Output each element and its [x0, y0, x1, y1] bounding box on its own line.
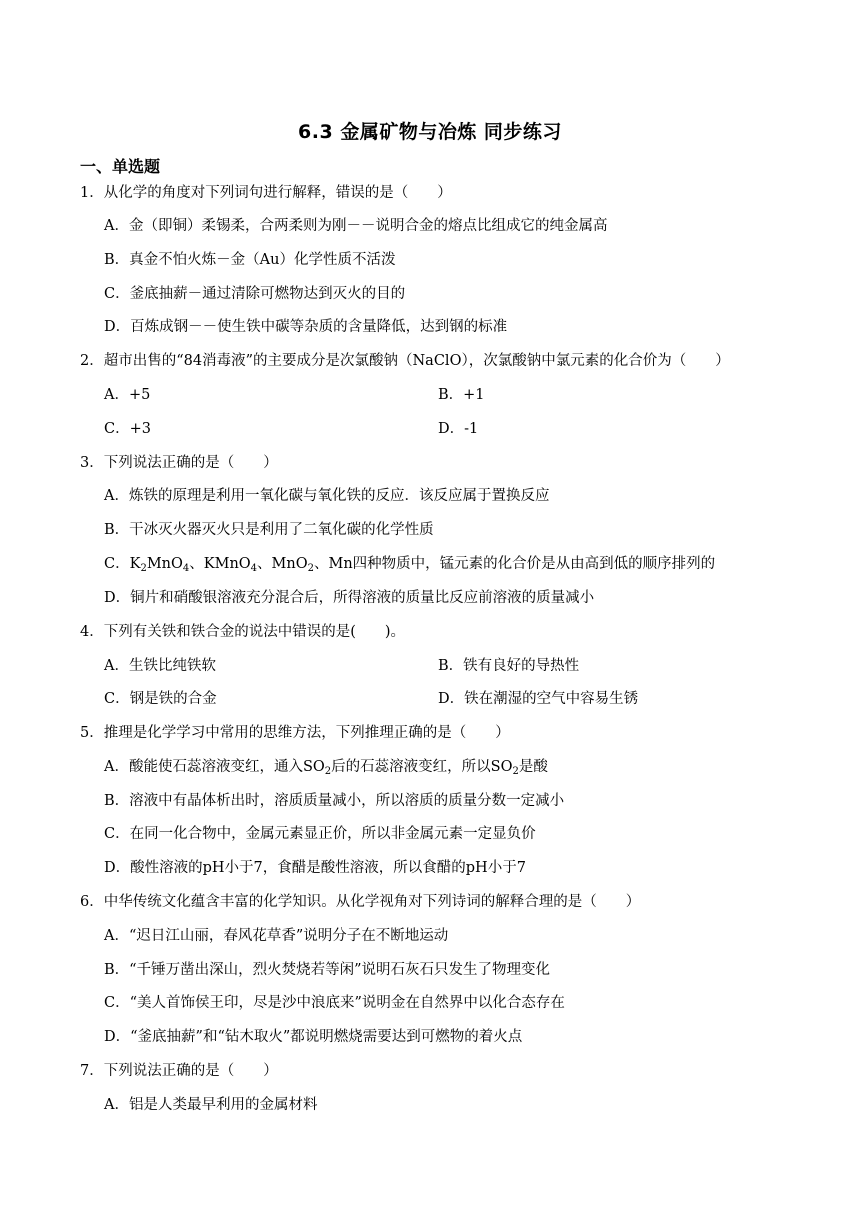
question-5-option-c: C．在同一化合物中，金属元素显正价，所以非金属元素一定显负价 [104, 826, 536, 842]
q5a-mid: 后的石蕊溶液变红，所以SO [331, 759, 513, 775]
question-6-option-b: B．“千锤万凿出深山，烈火焚烧若等闲”说明石灰石只发生了物理变化 [104, 962, 550, 978]
question-2-option-b: B．+1 [438, 387, 485, 403]
question-4-option-a: A．生铁比纯铁软 [104, 658, 216, 674]
question-5-option-a [104, 757, 548, 777]
question-5-option-d: D．酸性溶液的pH小于7，食醋是酸性溶液，所以食醋的pH小于7 [104, 860, 526, 876]
question-5-option-b: B．溶液中有晶体析出时，溶质质量减小，所以溶质的质量分数一定减小 [104, 793, 565, 809]
q3c-post: 、Mn四种物质中，锰元素的化合价是从由高到低的顺序排列的 [314, 556, 716, 572]
question-1-option-c: C．釜底抽薪－通过清除可燃物达到灭火的目的 [104, 286, 406, 302]
question-1-option-a: A．金（即铜）柔锡柔，合两柔则为刚－－说明合金的熔点比组成它的纯金属高 [104, 218, 608, 234]
q5a-sub-1: 2 [324, 766, 332, 777]
question-1-option-b: B．真金不怕火炼－金（Au）化学性质不活泼 [104, 252, 396, 268]
question-2-option-a: A．+5 [104, 387, 151, 403]
question-1-stem: 1．从化学的角度对下列词句进行解释，错误的是（ ） [80, 185, 452, 201]
question-1-option-d: D．百炼成钢－－使生铁中碳等杂质的含量降低，达到钢的标准 [104, 319, 508, 335]
q5a-post: 是酸 [518, 759, 548, 775]
question-6-option-c: C．“美人首饰侯王印，尽是沙中浪底来”说明金在自然界中以化合态存在 [104, 995, 565, 1011]
q5a-sub-2: 2 [512, 766, 519, 777]
q3c-sub-4: 2 [307, 563, 314, 574]
question-3-option-b: B．干冰灭火器灭火只是利用了二氧化碳的化学性质 [104, 522, 434, 538]
question-4-option-b: B．铁有良好的导热性 [438, 658, 580, 674]
question-2-option-c: C．+3 [104, 421, 151, 437]
question-4-stem: 4．下列有关铁和铁合金的说法中错误的是( )。 [80, 624, 406, 640]
question-7-option-a: A．铝是人类最早利用的金属材料 [104, 1097, 318, 1113]
question-3-option-a: A．炼铁的原理是利用一氧化碳与氧化铁的反应．该反应属于置换反应 [104, 488, 550, 504]
q3c-sub-3: 4 [250, 563, 258, 574]
q3c-pre: C．K [104, 556, 141, 572]
question-6-option-a: A．“迟日江山丽，春风花草香”说明分子在不断地运动 [104, 928, 449, 944]
question-3-option-d: D．铜片和硝酸银溶液充分混合后，所得溶液的质量比反应前溶液的质量减小 [104, 590, 595, 606]
q3c-mid-3: 、MnO [257, 556, 308, 572]
document-title: 6.3 金属矿物与冶炼 同步练习 [298, 121, 562, 143]
q3c-mid-2: 、KMnO [189, 556, 251, 572]
question-4-option-c: C．钢是铁的合金 [104, 691, 217, 707]
question-5-stem: 5．推理是化学学习中常用的思维方法，下列推理正确的是（ ） [80, 725, 510, 741]
q3c-sub-1: 2 [140, 563, 147, 574]
question-2-stem: 2．超市出售的“84消毒液”的主要成分是次氯酸钠（NaClO），次氯酸钠中氯元素的化合价为（ ） [80, 353, 730, 369]
section-heading: 一、单选题 [80, 157, 161, 176]
question-6-option-d: D．“釜底抽薪”和“钻木取火”都说明燃烧需要达到可燃物的着火点 [104, 1029, 523, 1045]
question-2-option-d: D．-1 [438, 421, 479, 437]
question-3-stem: 3．下列说法正确的是（ ） [80, 455, 278, 471]
question-7-stem: 7．下列说法正确的是（ ） [80, 1063, 278, 1079]
question-4-option-d: D．铁在潮湿的空气中容易生锈 [438, 691, 639, 707]
q3c-sub-2: 4 [182, 563, 190, 574]
q3c-mid-1: MnO [146, 556, 183, 572]
question-6-stem: 6．中华传统文化蕴含丰富的化学知识。从化学视角对下列诗词的解释合理的是（ ） [80, 894, 641, 910]
question-3-option-c [104, 554, 715, 574]
q5a-pre: A．酸能使石蕊溶液变红，通入SO [104, 759, 325, 775]
